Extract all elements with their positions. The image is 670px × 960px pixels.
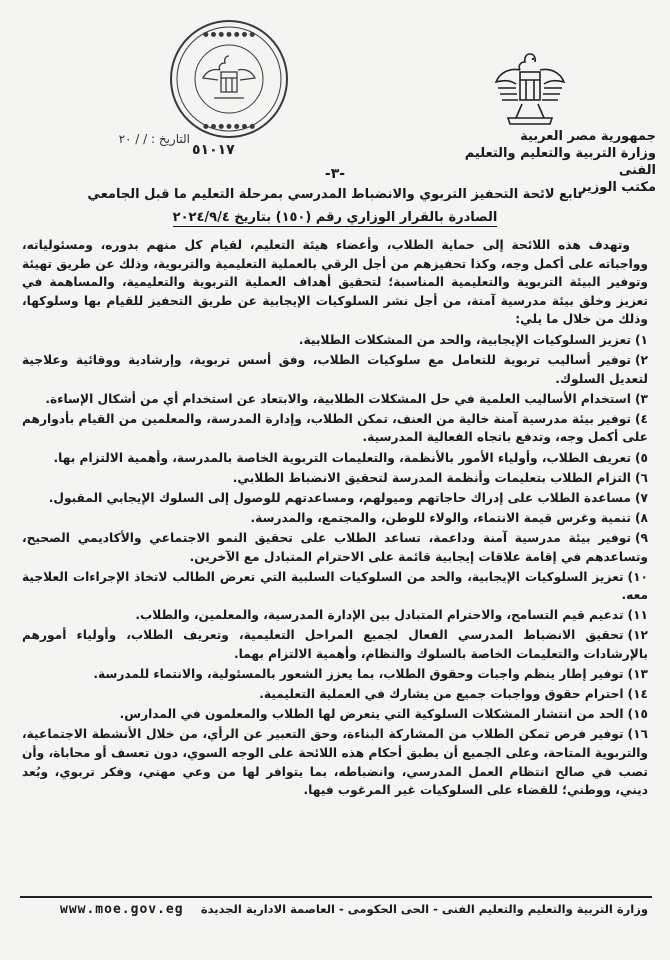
list-item (22, 509, 648, 528)
list-item-number: ٥) (634, 450, 648, 465)
footer-divider (20, 896, 652, 898)
svg-text:● ● ● ● ● ● ●: ● ● ● ● ● ● ● (202, 30, 256, 38)
list-item-text: توفير إطار ينظم واجبات وحقوق الطلاب، بما يعزز الشعور بالمسئولية، والانتماء للمدرسة. (93, 667, 624, 682)
list-item (22, 568, 648, 605)
ministry-seal-stamp (168, 18, 290, 140)
document-body (22, 236, 648, 801)
list-item-number: ٩) (634, 530, 648, 545)
list-item-number: ٢) (634, 353, 648, 368)
list-item-number: ٦) (634, 470, 648, 485)
list-item (22, 685, 648, 704)
list-item-number: ٨) (634, 510, 648, 525)
list-item-text: تحقيق الانضباط المدرسي الفعال لجميع المراحل التعليمية، وتعريف الطلاب، وأولياء أمورهم بالإرشادات والتعليمات الخاصة بالسلوك والنظام، وأهمية الالتزام بهما. (22, 628, 648, 661)
list-item-text: تعزيز السلوكيات الإيجابية، والحد من السلوكيات السلبية التي تعرض الطالب لاتخاذ الإجراءات العلاجية معه. (22, 569, 648, 603)
ministry-line-ministry: وزارة التربية والتعليم والتعليم الفنى (464, 146, 656, 178)
page-number: -٣- (324, 166, 346, 182)
list-item-text: الحد من انتشار المشكلات السلوكية التي يتعرض لها الطلاب والمعلمون في المدارس. (119, 707, 624, 722)
list-item-text: تنمية وغرس قيمة الانتماء، والولاء للوطن، والمجتمع، والمدرسة. (250, 510, 631, 525)
decree-reference: الصادرة بالقرار الوزاري رقم (١٥٠) بتاريخ ٢٠٢٤/٩/٤ (172, 210, 498, 225)
list-item-number: ١٢) (627, 628, 648, 643)
list-item-number: ١٦) (627, 727, 648, 742)
list-item-text: استخدام الأساليب العلمية في حل المشكلات الطلابية، والابتعاد عن استخدام أي من أشكال الإساءة. (45, 391, 631, 406)
svg-text:● ● ● ● ● ● ●: ● ● ● ● ● ● ● (202, 122, 256, 130)
list-item-number: ١٠) (627, 569, 648, 584)
list-item-number: ٣) (634, 391, 648, 406)
objectives-list (22, 331, 648, 800)
list-item-number: ١٣) (627, 667, 648, 682)
list-item (22, 665, 648, 684)
list-item-number: ٧) (634, 490, 648, 505)
list-item (22, 725, 648, 799)
document-subtitle (30, 210, 640, 225)
list-item-text: توفير بيئة مدرسية آمنة خالية من العنف، تمكن الطلاب، وإدارة المدرسة، والمعلمين من القيام بأدوارهم على أكمل وجه، وتدفع باتجاه الفعالية المدرسية. (22, 411, 648, 445)
list-item-text: التزام الطلاب بتعليمات وأنظمة المدرسة لتحقيق الانضباط الطلابي. (232, 470, 631, 485)
list-item-number: ١٤) (627, 687, 648, 702)
list-item (22, 529, 648, 566)
list-item (22, 626, 648, 663)
list-item-text: تعزيز السلوكيات الإيجابية، والحد من المشكلات الطلابية. (298, 332, 631, 347)
list-item (22, 331, 648, 350)
ministry-line-country: جمهورية مصر العربية (520, 129, 656, 144)
list-item (22, 449, 648, 468)
list-item-text: احترام حقوق وواجبات جميع من يشارك في العملية التعليمية. (259, 687, 624, 702)
ministry-line-office: مكتب الوزير (578, 180, 656, 195)
ministry-address: وزارة التربية والتعليم والتعليم الفنى - الحى الحكومى - العاصمة الادارية الجديدة (200, 902, 648, 916)
list-item (22, 410, 648, 447)
list-item-number: ١١) (627, 608, 648, 623)
list-item (22, 489, 648, 508)
list-item (22, 705, 648, 724)
document-number: ٥١٠١٧ (192, 142, 235, 158)
list-item (22, 469, 648, 488)
intro-paragraph: وتهدف هذه اللائحة إلى حماية الطلاب، وأعضاء هيئة التعليم، لقيام كل منهم بدوره، ومسئولياته، وواجباته على أكمل وجه، وكذا تحفيزهم من أجل الرقي بالعملية التعليمية والتربوية، وذلك عن طريق تهيئة وتوفير البيئة التربوية والتعليمية المناسبة؛ لتحقيق أهداف العملية التربوية والتعليمية، والمساهمة في تعزيز وخلق بيئة مدرسية آمنة، من أجل نشر السلوكيات الإيجابية عن طريق التحفيز للقيام بها وسلوكها، وذلك من خلال ما يلي: (22, 238, 648, 327)
date-field: التاريخ : / / ٢٠ (118, 132, 190, 146)
list-item-text: توفير فرص تمكن الطلاب من المشاركة البناءة، وحق التعبير عن الرأي، من خلال الأنشطة الاجتماعية، والتربوية المتاحة، وعلى الجميع أن يطبق أحكام هذه اللائحة على الوجه السوي، دون تعسف أو محاباة، وأن تصب في صالح انتظام العمل المدرسي، وانضباطه، بما يتوافر لها من وعي مهني، وفكر تربوي، وبُعد ديني، ووطني؛ للقضاء على السلوكيات غير المرغوب فيها. (22, 727, 648, 798)
ministry-header (436, 128, 656, 196)
list-item-text: توفير أساليب تربوية للتعامل مع سلوكيات الطلاب، وفق أسس تربوية، وإرشادية ووقائية وعلاجية لتعديل السلوك. (22, 353, 648, 386)
list-item-number: ١) (634, 332, 648, 347)
list-item (22, 351, 648, 388)
list-item (22, 606, 648, 625)
list-item-text: تدعيم قيم التسامح، والاحترام المتبادل بين الإدارة المدرسية، والمعلمين، والطلاب. (135, 608, 624, 623)
ministry-website-link[interactable]: www.moe.gov.eg (60, 902, 184, 917)
list-item-number: ١٥) (627, 707, 648, 722)
list-item-text: توفير بيئة مدرسية آمنة وداعمة، تساعد الطلاب على تحقيق النمو الاجتماعي والأكاديمي الصحيح، وتساعدهم في إقامة علاقات إيجابية قائمة على الاحترام المتبادل مع الآخرين. (22, 530, 648, 564)
list-item-number: ٤) (634, 411, 648, 426)
list-item-text: مساعدة الطلاب على إدراك حاجاتهم وميولهم، ومساعدتهم للوصول إلى السلوك الإيجابي المقبول. (48, 490, 631, 505)
eagle-emblem-icon (490, 48, 570, 126)
document-title: تابع لائحة التحفيز التربوي والانضباط المدرسي بمرحلة التعليم ما قبل الجامعي (87, 187, 583, 202)
list-item (22, 390, 648, 409)
list-item-text: تعريف الطلاب، وأولياء الأمور بالأنظمة، والتعليمات التربوية الخاصة بالمدرسة، وأهمية الالتزام بها. (53, 450, 631, 465)
